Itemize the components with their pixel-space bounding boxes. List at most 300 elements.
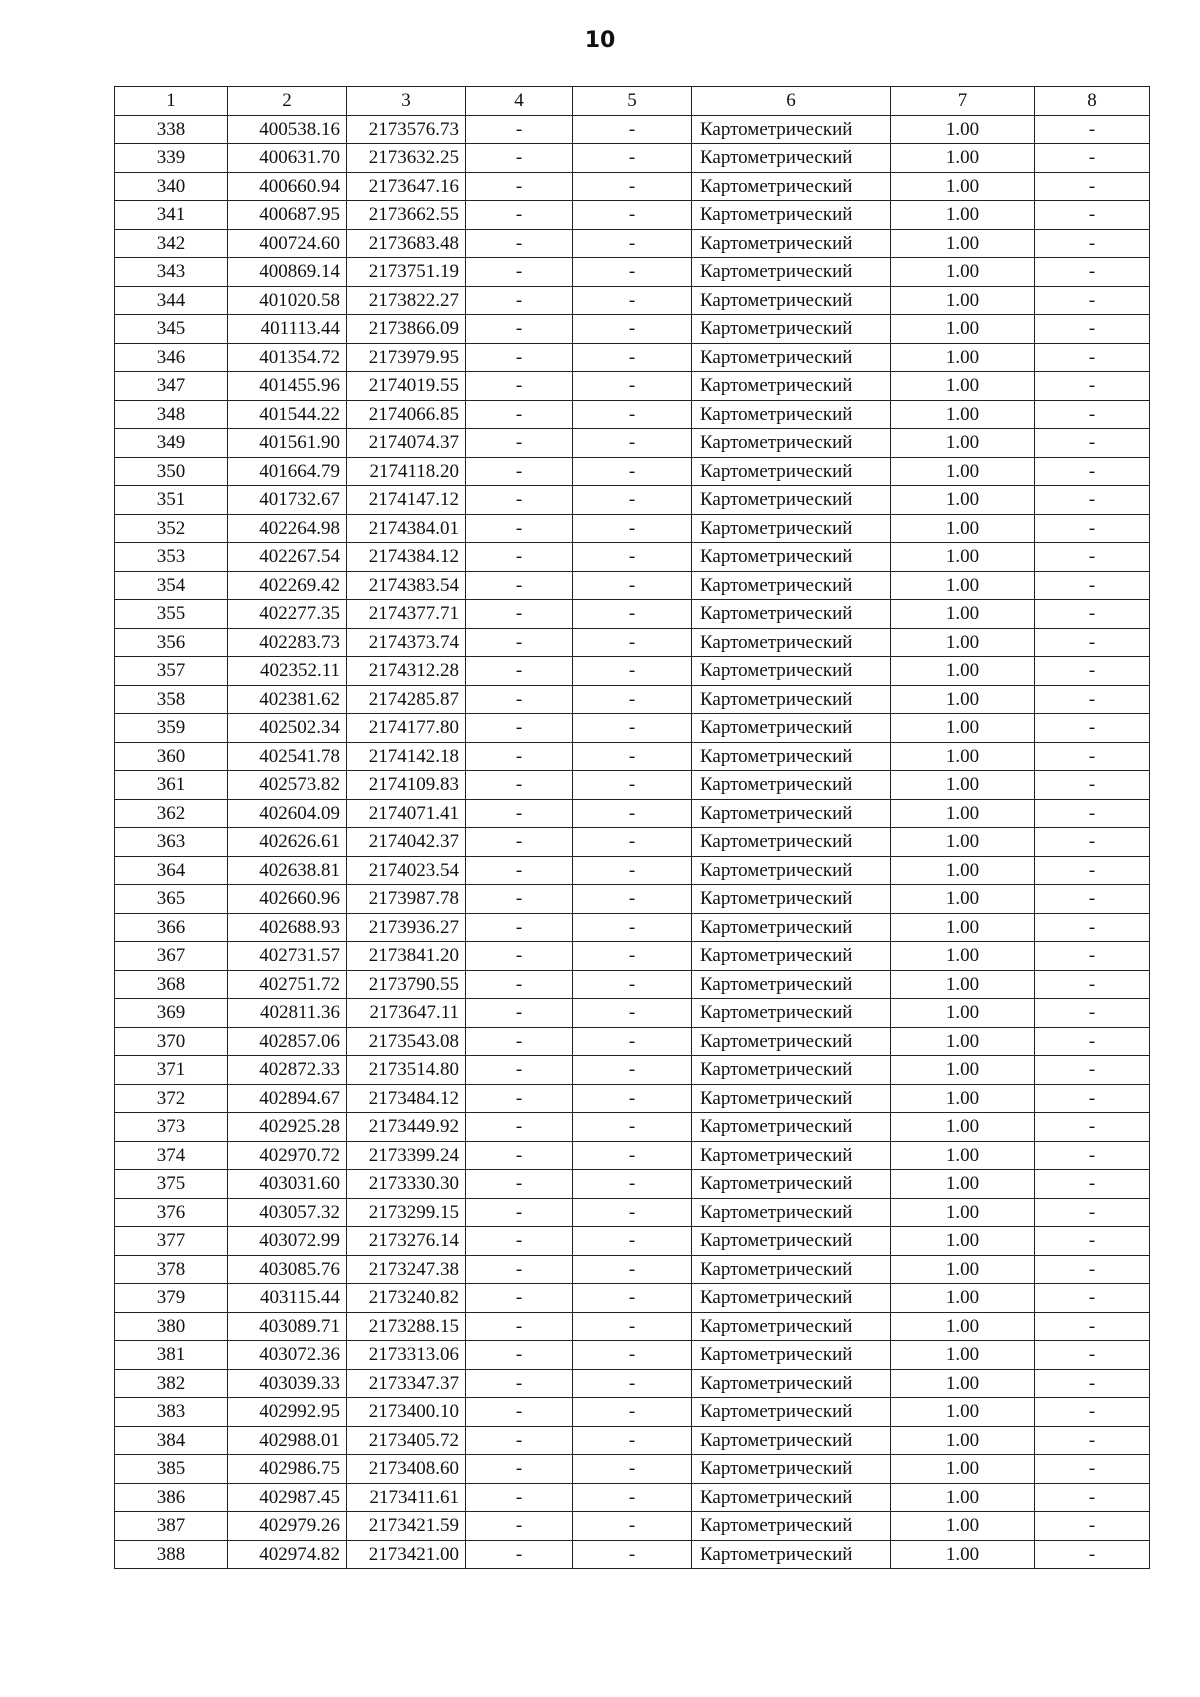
accuracy-cell: 1.00 [891, 1483, 1035, 1512]
coord-x-cell: 403072.99 [228, 1227, 347, 1256]
point-number-cell: 367 [115, 942, 228, 971]
accuracy-cell: 1.00 [891, 685, 1035, 714]
col-5-cell: - [573, 657, 692, 686]
col-5-cell: - [573, 1284, 692, 1313]
col-5-cell: - [573, 685, 692, 714]
accuracy-cell: 1.00 [891, 828, 1035, 857]
table-row [115, 1540, 1150, 1569]
col-8-cell: - [1035, 1455, 1150, 1484]
coord-x-cell: 402857.06 [228, 1027, 347, 1056]
col-5-cell: - [573, 1512, 692, 1541]
table-row [115, 1426, 1150, 1455]
coord-x-cell: 402970.72 [228, 1141, 347, 1170]
col-5-cell: - [573, 942, 692, 971]
method-cell: Картометрический [692, 1426, 891, 1455]
col-8-cell: - [1035, 315, 1150, 344]
col-8-cell: - [1035, 1483, 1150, 1512]
method-cell: Картометрический [692, 543, 891, 572]
col-5-cell: - [573, 1255, 692, 1284]
table-row [115, 999, 1150, 1028]
coord-y-cell: 2174177.80 [347, 714, 466, 743]
point-number-cell: 372 [115, 1084, 228, 1113]
accuracy-cell: 1.00 [891, 1426, 1035, 1455]
coord-x-cell: 402541.78 [228, 742, 347, 771]
col-8-cell: - [1035, 1027, 1150, 1056]
col-8-cell: - [1035, 628, 1150, 657]
coord-y-cell: 2173400.10 [347, 1398, 466, 1427]
method-cell: Картометрический [692, 942, 891, 971]
accuracy-cell: 1.00 [891, 1113, 1035, 1142]
method-cell: Картометрический [692, 885, 891, 914]
col-4-cell: - [466, 1084, 573, 1113]
coord-y-cell: 2173647.11 [347, 999, 466, 1028]
coord-x-cell: 400687.95 [228, 201, 347, 230]
coord-x-cell: 401544.22 [228, 400, 347, 429]
coord-y-cell: 2173662.55 [347, 201, 466, 230]
coord-y-cell: 2173347.37 [347, 1369, 466, 1398]
coord-y-cell: 2174312.28 [347, 657, 466, 686]
coord-y-cell: 2173421.59 [347, 1512, 466, 1541]
col-4-cell: - [466, 343, 573, 372]
col-8-cell: - [1035, 913, 1150, 942]
accuracy-cell: 1.00 [891, 372, 1035, 401]
accuracy-cell: 1.00 [891, 315, 1035, 344]
col-4-cell: - [466, 714, 573, 743]
coord-y-cell: 2173288.15 [347, 1312, 466, 1341]
coord-x-cell: 401020.58 [228, 286, 347, 315]
point-number-cell: 362 [115, 799, 228, 828]
coord-x-cell: 402811.36 [228, 999, 347, 1028]
accuracy-cell: 1.00 [891, 942, 1035, 971]
col-5-cell: - [573, 514, 692, 543]
col-8-cell: - [1035, 258, 1150, 287]
coord-x-cell: 403057.32 [228, 1198, 347, 1227]
table-row [115, 286, 1150, 315]
col-8-cell: - [1035, 229, 1150, 258]
accuracy-cell: 1.00 [891, 400, 1035, 429]
col-5-cell: - [573, 343, 692, 372]
col-4-cell: - [466, 229, 573, 258]
method-cell: Картометрический [692, 1369, 891, 1398]
table-row [115, 714, 1150, 743]
accuracy-cell: 1.00 [891, 999, 1035, 1028]
accuracy-cell: 1.00 [891, 856, 1035, 885]
col-8-cell: - [1035, 685, 1150, 714]
col-8-cell: - [1035, 429, 1150, 458]
coord-y-cell: 2173514.80 [347, 1056, 466, 1085]
col-8-cell: - [1035, 970, 1150, 999]
col-5-cell: - [573, 1113, 692, 1142]
header-row [115, 87, 1150, 116]
method-cell: Картометрический [692, 372, 891, 401]
point-number-cell: 357 [115, 657, 228, 686]
coord-x-cell: 403089.71 [228, 1312, 347, 1341]
accuracy-cell: 1.00 [891, 885, 1035, 914]
coord-x-cell: 402974.82 [228, 1540, 347, 1569]
coord-y-cell: 2174285.87 [347, 685, 466, 714]
col-4-cell: - [466, 115, 573, 144]
coord-x-cell: 402925.28 [228, 1113, 347, 1142]
method-cell: Картометрический [692, 600, 891, 629]
accuracy-cell: 1.00 [891, 258, 1035, 287]
coord-x-cell: 402604.09 [228, 799, 347, 828]
col-4-cell: - [466, 1170, 573, 1199]
accuracy-cell: 1.00 [891, 144, 1035, 173]
col-5-cell: - [573, 828, 692, 857]
table-row [115, 913, 1150, 942]
table-row [115, 400, 1150, 429]
col-8-cell: - [1035, 1398, 1150, 1427]
col-4-cell: - [466, 429, 573, 458]
accuracy-cell: 1.00 [891, 1540, 1035, 1569]
col-5-cell: - [573, 457, 692, 486]
table-row [115, 315, 1150, 344]
col-4-cell: - [466, 828, 573, 857]
col-4-cell: - [466, 1027, 573, 1056]
column-header-7: 7 [891, 87, 1035, 116]
accuracy-cell: 1.00 [891, 1455, 1035, 1484]
coord-x-cell: 402502.34 [228, 714, 347, 743]
coord-x-cell: 402381.62 [228, 685, 347, 714]
accuracy-cell: 1.00 [891, 1056, 1035, 1085]
col-4-cell: - [466, 144, 573, 173]
table-row [115, 1512, 1150, 1541]
coord-y-cell: 2173866.09 [347, 315, 466, 344]
col-5-cell: - [573, 1398, 692, 1427]
col-5-cell: - [573, 913, 692, 942]
method-cell: Картометрический [692, 1141, 891, 1170]
col-5-cell: - [573, 1312, 692, 1341]
col-8-cell: - [1035, 885, 1150, 914]
col-5-cell: - [573, 315, 692, 344]
col-4-cell: - [466, 514, 573, 543]
point-number-cell: 344 [115, 286, 228, 315]
accuracy-cell: 1.00 [891, 1398, 1035, 1427]
accuracy-cell: 1.00 [891, 1027, 1035, 1056]
coord-x-cell: 400724.60 [228, 229, 347, 258]
coord-y-cell: 2173299.15 [347, 1198, 466, 1227]
col-5-cell: - [573, 372, 692, 401]
method-cell: Картометрический [692, 258, 891, 287]
method-cell: Картометрический [692, 1170, 891, 1199]
coord-y-cell: 2174118.20 [347, 457, 466, 486]
point-number-cell: 363 [115, 828, 228, 857]
point-number-cell: 383 [115, 1398, 228, 1427]
table-row [115, 685, 1150, 714]
col-5-cell: - [573, 742, 692, 771]
coord-y-cell: 2174071.41 [347, 799, 466, 828]
coord-x-cell: 403031.60 [228, 1170, 347, 1199]
accuracy-cell: 1.00 [891, 115, 1035, 144]
table-row [115, 1455, 1150, 1484]
col-8-cell: - [1035, 999, 1150, 1028]
table-row [115, 1227, 1150, 1256]
table-row [115, 144, 1150, 173]
point-number-cell: 370 [115, 1027, 228, 1056]
accuracy-cell: 1.00 [891, 1084, 1035, 1113]
table-row [115, 172, 1150, 201]
method-cell: Картометрический [692, 429, 891, 458]
accuracy-cell: 1.00 [891, 229, 1035, 258]
method-cell: Картометрический [692, 913, 891, 942]
col-4-cell: - [466, 657, 573, 686]
accuracy-cell: 1.00 [891, 1255, 1035, 1284]
method-cell: Картометрический [692, 229, 891, 258]
coord-y-cell: 2174384.12 [347, 543, 466, 572]
coord-x-cell: 403072.36 [228, 1341, 347, 1370]
table-row [115, 571, 1150, 600]
coord-x-cell: 402626.61 [228, 828, 347, 857]
col-8-cell: - [1035, 543, 1150, 572]
coord-x-cell: 401561.90 [228, 429, 347, 458]
coord-y-cell: 2173987.78 [347, 885, 466, 914]
point-number-cell: 368 [115, 970, 228, 999]
coord-y-cell: 2173683.48 [347, 229, 466, 258]
column-header-4: 4 [466, 87, 573, 116]
accuracy-cell: 1.00 [891, 1341, 1035, 1370]
point-number-cell: 342 [115, 229, 228, 258]
col-4-cell: - [466, 1455, 573, 1484]
table-row [115, 514, 1150, 543]
coord-x-cell: 400660.94 [228, 172, 347, 201]
col-8-cell: - [1035, 1084, 1150, 1113]
method-cell: Картометрический [692, 1341, 891, 1370]
table-row [115, 628, 1150, 657]
table-row [115, 1084, 1150, 1113]
accuracy-cell: 1.00 [891, 1170, 1035, 1199]
col-5-cell: - [573, 1483, 692, 1512]
point-number-cell: 386 [115, 1483, 228, 1512]
point-number-cell: 348 [115, 400, 228, 429]
col-4-cell: - [466, 457, 573, 486]
col-8-cell: - [1035, 343, 1150, 372]
page-number: 10 [584, 28, 616, 53]
coord-x-cell: 401354.72 [228, 343, 347, 372]
method-cell: Картометрический [692, 286, 891, 315]
table-row [115, 343, 1150, 372]
col-4-cell: - [466, 258, 573, 287]
method-cell: Картометрический [692, 144, 891, 173]
col-4-cell: - [466, 1227, 573, 1256]
method-cell: Картометрический [692, 1312, 891, 1341]
col-4-cell: - [466, 1398, 573, 1427]
method-cell: Картометрический [692, 742, 891, 771]
col-4-cell: - [466, 799, 573, 828]
col-5-cell: - [573, 571, 692, 600]
coord-y-cell: 2173240.82 [347, 1284, 466, 1313]
col-8-cell: - [1035, 400, 1150, 429]
col-5-cell: - [573, 1198, 692, 1227]
col-4-cell: - [466, 1056, 573, 1085]
point-number-cell: 338 [115, 115, 228, 144]
method-cell: Картометрический [692, 856, 891, 885]
col-8-cell: - [1035, 1170, 1150, 1199]
column-header-3: 3 [347, 87, 466, 116]
coord-y-cell: 2173313.06 [347, 1341, 466, 1370]
col-4-cell: - [466, 543, 573, 572]
coord-x-cell: 401664.79 [228, 457, 347, 486]
table-row [115, 1056, 1150, 1085]
col-8-cell: - [1035, 1426, 1150, 1455]
col-8-cell: - [1035, 1056, 1150, 1085]
column-header-8: 8 [1035, 87, 1150, 116]
col-5-cell: - [573, 771, 692, 800]
coord-y-cell: 2174109.83 [347, 771, 466, 800]
col-5-cell: - [573, 1141, 692, 1170]
method-cell: Картометрический [692, 514, 891, 543]
table-row [115, 1398, 1150, 1427]
point-number-cell: 377 [115, 1227, 228, 1256]
col-5-cell: - [573, 999, 692, 1028]
col-5-cell: - [573, 799, 692, 828]
point-number-cell: 350 [115, 457, 228, 486]
method-cell: Картометрический [692, 1084, 891, 1113]
col-4-cell: - [466, 628, 573, 657]
table-row [115, 742, 1150, 771]
col-5-cell: - [573, 856, 692, 885]
method-cell: Картометрический [692, 201, 891, 230]
table-row [115, 1341, 1150, 1370]
col-5-cell: - [573, 486, 692, 515]
coord-y-cell: 2173421.00 [347, 1540, 466, 1569]
point-number-cell: 374 [115, 1141, 228, 1170]
coord-x-cell: 402573.82 [228, 771, 347, 800]
col-4-cell: - [466, 1483, 573, 1512]
point-number-cell: 352 [115, 514, 228, 543]
col-8-cell: - [1035, 457, 1150, 486]
col-4-cell: - [466, 1540, 573, 1569]
accuracy-cell: 1.00 [891, 514, 1035, 543]
col-4-cell: - [466, 201, 573, 230]
col-4-cell: - [466, 1198, 573, 1227]
coord-y-cell: 2174142.18 [347, 742, 466, 771]
col-4-cell: - [466, 1426, 573, 1455]
col-4-cell: - [466, 1369, 573, 1398]
col-4-cell: - [466, 970, 573, 999]
col-5-cell: - [573, 201, 692, 230]
col-8-cell: - [1035, 657, 1150, 686]
col-8-cell: - [1035, 115, 1150, 144]
table-row [115, 771, 1150, 800]
coord-y-cell: 2174042.37 [347, 828, 466, 857]
col-8-cell: - [1035, 1141, 1150, 1170]
col-8-cell: - [1035, 286, 1150, 315]
coord-x-cell: 402894.67 [228, 1084, 347, 1113]
coord-y-cell: 2173330.30 [347, 1170, 466, 1199]
col-8-cell: - [1035, 771, 1150, 800]
col-4-cell: - [466, 885, 573, 914]
column-header-5: 5 [573, 87, 692, 116]
col-5-cell: - [573, 229, 692, 258]
method-cell: Картометрический [692, 799, 891, 828]
col-5-cell: - [573, 600, 692, 629]
table-row [115, 1027, 1150, 1056]
point-number-cell: 347 [115, 372, 228, 401]
coord-y-cell: 2174373.74 [347, 628, 466, 657]
coord-x-cell: 402638.81 [228, 856, 347, 885]
point-number-cell: 341 [115, 201, 228, 230]
method-cell: Картометрический [692, 315, 891, 344]
coord-x-cell: 402269.42 [228, 571, 347, 600]
coord-y-cell: 2173543.08 [347, 1027, 466, 1056]
point-number-cell: 373 [115, 1113, 228, 1142]
col-5-cell: - [573, 885, 692, 914]
coord-x-cell: 403085.76 [228, 1255, 347, 1284]
col-8-cell: - [1035, 1113, 1150, 1142]
table-row [115, 885, 1150, 914]
method-cell: Картометрический [692, 1540, 891, 1569]
point-number-cell: 376 [115, 1198, 228, 1227]
col-8-cell: - [1035, 1540, 1150, 1569]
accuracy-cell: 1.00 [891, 1198, 1035, 1227]
col-8-cell: - [1035, 571, 1150, 600]
col-4-cell: - [466, 1341, 573, 1370]
coord-x-cell: 402872.33 [228, 1056, 347, 1085]
point-number-cell: 351 [115, 486, 228, 515]
coord-x-cell: 402987.45 [228, 1483, 347, 1512]
col-8-cell: - [1035, 1512, 1150, 1541]
col-4-cell: - [466, 742, 573, 771]
accuracy-cell: 1.00 [891, 628, 1035, 657]
table-row [115, 942, 1150, 971]
col-8-cell: - [1035, 714, 1150, 743]
col-4-cell: - [466, 172, 573, 201]
accuracy-cell: 1.00 [891, 343, 1035, 372]
col-8-cell: - [1035, 144, 1150, 173]
coord-x-cell: 400631.70 [228, 144, 347, 173]
point-number-cell: 378 [115, 1255, 228, 1284]
col-4-cell: - [466, 1141, 573, 1170]
coord-x-cell: 400869.14 [228, 258, 347, 287]
table-row [115, 1312, 1150, 1341]
point-number-cell: 356 [115, 628, 228, 657]
coord-y-cell: 2173936.27 [347, 913, 466, 942]
accuracy-cell: 1.00 [891, 486, 1035, 515]
col-8-cell: - [1035, 828, 1150, 857]
col-8-cell: - [1035, 1284, 1150, 1313]
col-8-cell: - [1035, 1198, 1150, 1227]
col-8-cell: - [1035, 514, 1150, 543]
col-8-cell: - [1035, 1369, 1150, 1398]
point-number-cell: 371 [115, 1056, 228, 1085]
method-cell: Картометрический [692, 1512, 891, 1541]
coord-y-cell: 2174377.71 [347, 600, 466, 629]
col-4-cell: - [466, 1512, 573, 1541]
coord-y-cell: 2173751.19 [347, 258, 466, 287]
point-number-cell: 358 [115, 685, 228, 714]
col-5-cell: - [573, 1540, 692, 1569]
coord-x-cell: 402660.96 [228, 885, 347, 914]
col-4-cell: - [466, 1312, 573, 1341]
point-number-cell: 364 [115, 856, 228, 885]
method-cell: Картометрический [692, 457, 891, 486]
accuracy-cell: 1.00 [891, 457, 1035, 486]
coord-x-cell: 402352.11 [228, 657, 347, 686]
column-header-2: 2 [228, 87, 347, 116]
table-row [115, 543, 1150, 572]
point-number-cell: 387 [115, 1512, 228, 1541]
coord-y-cell: 2174074.37 [347, 429, 466, 458]
point-number-cell: 359 [115, 714, 228, 743]
col-4-cell: - [466, 1284, 573, 1313]
coord-y-cell: 2173647.16 [347, 172, 466, 201]
accuracy-cell: 1.00 [891, 600, 1035, 629]
method-cell: Картометрический [692, 1483, 891, 1512]
col-5-cell: - [573, 400, 692, 429]
col-8-cell: - [1035, 942, 1150, 971]
point-number-cell: 349 [115, 429, 228, 458]
method-cell: Картометрический [692, 1056, 891, 1085]
